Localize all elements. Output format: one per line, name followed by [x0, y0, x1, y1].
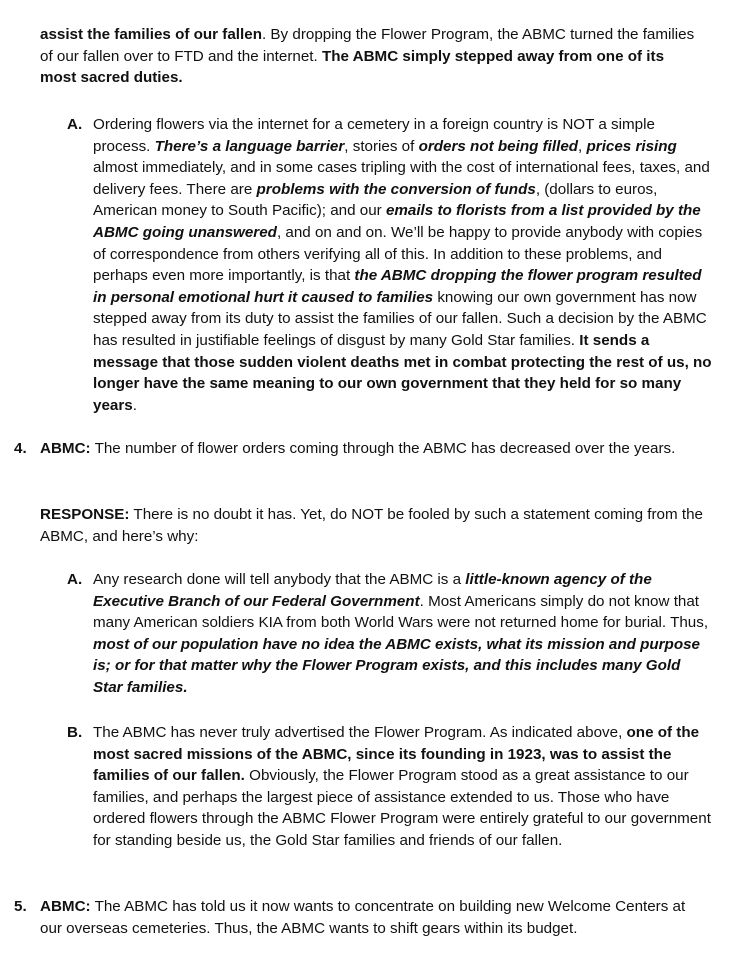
- claim-label: ABMC:: [40, 440, 91, 457]
- text-run: , (dollars to euros, American money to South Pacific); and our: [93, 180, 658, 220]
- intro-paragraph: [40, 24, 700, 89]
- text-run: ,: [578, 137, 587, 155]
- emphasis-run: emails to florists from a list provided by the ABMC going unanswered: [93, 202, 701, 241]
- text-run: Obviously, the Flower Program stood as a great assistance to our families, and perhaps the largest piece of assistance extended to us. Those who have ordered flowers through the ABMC Flower Program were entirely grateful to our government for standing beside us, the Gold Star families and friends of our fallen.: [93, 767, 711, 849]
- emphasis-run: the ABMC dropping the flower program resulted in personal emotional hurt it caused to families: [93, 267, 702, 306]
- item-label-4b: B.: [67, 724, 83, 741]
- text-run: . Most Americans simply do not know that many American soldiers KIA from both World Wars were not returned home for burial. Thus,: [93, 592, 709, 632]
- emphasis-run: orders not being filled: [418, 137, 579, 155]
- text-run: Any research done will tell anybody that the ABMC is a: [93, 571, 466, 588]
- text-run: , stories of: [344, 137, 419, 155]
- emphasis-run: prices rising: [586, 137, 677, 155]
- section-4-response: [40, 504, 710, 547]
- claim-text: The ABMC has told us it now wants to concentrate on building new Welcome Centers at our overseas cemeteries. Thus, the ABMC wants to shift gears within its budget.: [40, 898, 686, 937]
- text-run: The ABMC has never truly advertised the Flower Program. As indicated above,: [93, 724, 627, 741]
- section-number-4: 4.: [14, 440, 27, 457]
- text-run: Ordering flowers via the internet for a cemetery in a foreign country is NOT a simple process.: [93, 116, 655, 155]
- emphasis-run: There’s a language barrier: [154, 137, 345, 155]
- item-3a-paragraph: [93, 114, 713, 416]
- text-run: , and on and on. We’ll be happy to provide anybody with copies of correspondence from others verifying all of this. In addition to these problems, and perhaps even more importantly, is that: [93, 223, 703, 285]
- bold-run: one of the most sacred missions of the ABMC, since its founding in 1923, was to assist the families of our fallen.: [93, 724, 700, 785]
- item-4b-paragraph: [93, 722, 713, 852]
- intro-bold-1: assist the families of our fallen: [40, 26, 262, 43]
- section-5-claim: [40, 896, 710, 939]
- claim-text: The number of flower orders coming through the ABMC has decreased over the years.: [90, 440, 676, 457]
- claim-label: ABMC:: [40, 898, 91, 915]
- section-4-claim: [40, 438, 710, 460]
- section-number-5: 5.: [14, 898, 27, 915]
- text-run: almost immediately, and in some cases tripling with the cost of international fees, taxes, and delivery fees. There are: [93, 159, 710, 198]
- emphasis-run: most of our population have no idea the ABMC exists, what its mission and purpose is; or for that matter why the Flower Program exists, and this includes many Gold Star families.: [93, 635, 701, 696]
- emphasis-run: problems with the conversion of funds: [256, 180, 536, 198]
- item-label-4a: A.: [67, 571, 83, 588]
- response-label: RESPONSE:: [40, 506, 130, 523]
- item-label-3a: A.: [67, 116, 83, 133]
- response-text: There is no doubt it has. Yet, do NOT be fooled by such a statement coming from the ABMC, and here’s why:: [40, 506, 703, 545]
- bold-run: It sends a message that those sudden violent deaths met in combat protecting the rest of us, no longer have the same meaning to our own government that they held for so many years: [93, 331, 712, 414]
- intro-text: . By dropping the Flower Program, the ABMC turned the families of our fallen over to FTD and the internet.: [40, 26, 695, 65]
- text-run: .: [132, 396, 137, 414]
- item-4a-paragraph: [93, 569, 713, 699]
- emphasis-run: little-known agency of the Executive Branch of our Federal Government: [93, 571, 652, 610]
- text-run: knowing our own government has now stepped away from its duty to assist the families of our fallen. Such a decision by the ABMC has resulted in justifiable feelings of disgust by many Gold Star families.: [93, 288, 707, 349]
- intro-bold-2: The ABMC simply stepped away from one of its most sacred duties.: [40, 47, 665, 87]
